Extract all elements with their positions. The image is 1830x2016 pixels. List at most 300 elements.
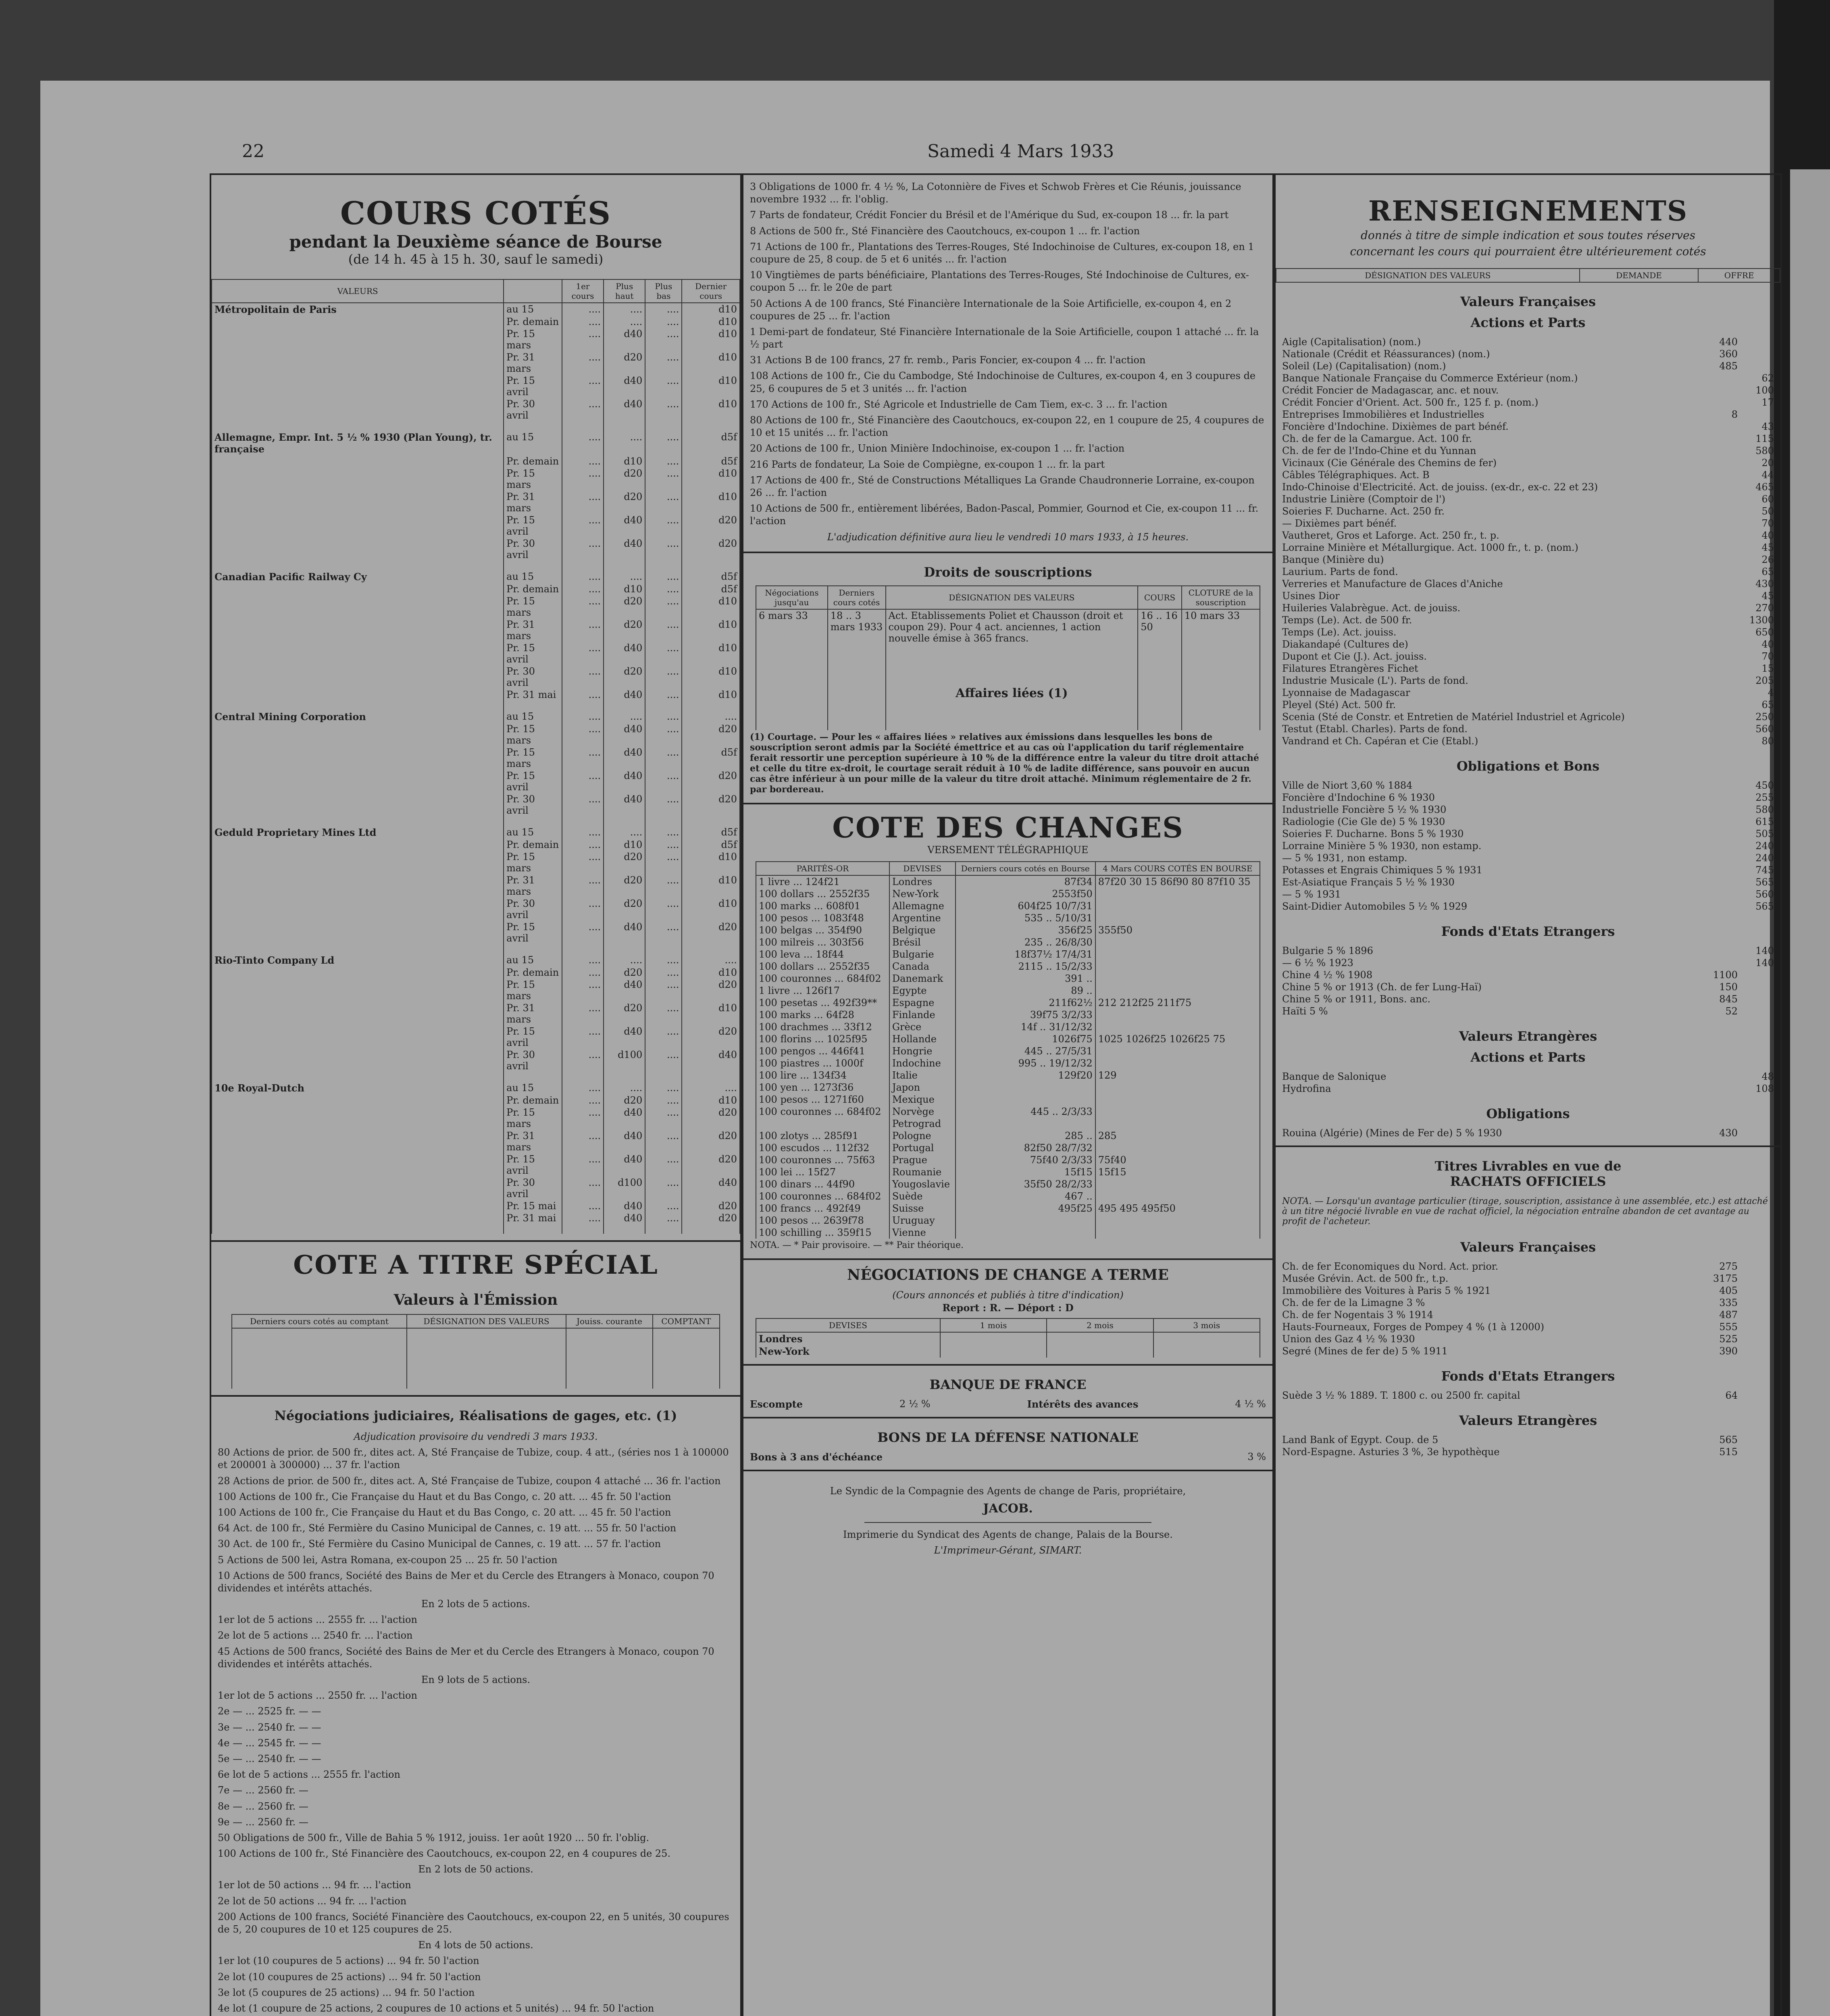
dernier-cours: d40	[682, 1049, 740, 1072]
table-row	[212, 710, 740, 723]
demande	[1701, 518, 1738, 529]
parite-or: 1 livre ... 124f21	[756, 875, 889, 888]
demande	[1701, 639, 1738, 650]
offre	[1738, 1345, 1774, 1357]
table-row	[756, 875, 1260, 888]
spacer-cell	[645, 816, 682, 826]
spacer-cell	[212, 561, 504, 571]
plus-haut: d20	[604, 595, 645, 619]
renseignements-list	[1276, 1260, 1780, 1357]
table-row	[756, 1166, 1260, 1178]
table-row	[756, 1033, 1260, 1045]
valeur-name	[212, 1002, 504, 1025]
rachats-title-1: Titres Livrables en vue de	[1434, 1158, 1622, 1174]
table-row	[756, 1021, 1260, 1033]
demande	[1701, 711, 1738, 723]
plus-haut: d40	[604, 514, 645, 537]
demande: 487	[1719, 1309, 1738, 1320]
dernier-cours: d20	[682, 1130, 740, 1153]
spacer-cell	[604, 1224, 645, 1234]
dernier-cours: d5f	[682, 826, 740, 839]
item-name: Scenia (Sté de Constr. et Entretien de Matériel Industriel et Agricole)	[1282, 711, 1625, 723]
demande	[1701, 469, 1738, 481]
term: Pr. 15 avril	[504, 770, 562, 793]
adjudication-list	[743, 179, 1272, 529]
devise: Italie	[889, 1069, 956, 1081]
devise: Egypte	[889, 985, 956, 997]
plus-haut: d20	[604, 665, 645, 689]
plus-bas: ....	[645, 514, 682, 537]
renseignements-list	[1276, 336, 1780, 747]
plus-haut: d40	[604, 642, 645, 665]
negociation-item	[743, 207, 1272, 223]
demande	[1701, 602, 1738, 614]
dernier-cours: d10	[682, 491, 740, 514]
divider	[743, 1470, 1272, 1471]
divider	[211, 1240, 740, 1242]
parite-or: 100 drachmes ... 33f12	[756, 1021, 889, 1033]
valeur-name	[212, 1212, 504, 1224]
dernier-cours: ....	[682, 710, 740, 723]
table-row	[212, 723, 740, 746]
plus-haut: d20	[604, 619, 645, 642]
terme-report: Report : R. — Déport : D	[942, 1302, 1074, 1314]
list-item	[1276, 566, 1780, 578]
column-header: DEMANDE	[1580, 269, 1699, 282]
first-cours: ....	[562, 571, 604, 583]
table-row	[212, 514, 740, 537]
plus-haut: d40	[604, 921, 645, 944]
parite-or: 100 couronnes ... 684f02	[756, 1190, 889, 1202]
term: Pr. 15 mars	[504, 979, 562, 1002]
item-unit: l'oblig.	[616, 1832, 650, 1843]
renseignements-list	[1276, 1434, 1780, 1458]
devise: Yougoslavie	[889, 1178, 956, 1190]
table-row	[756, 1045, 1260, 1057]
plus-haut: ....	[604, 826, 645, 839]
column-2	[742, 173, 1274, 2016]
demande	[1701, 877, 1738, 888]
item-name: — 5 % 1931, non estamp.	[1282, 852, 1407, 864]
first-cours: ....	[562, 710, 604, 723]
plus-bas: ....	[645, 1025, 682, 1049]
dernier-cours: d10	[682, 351, 740, 375]
column-header: 1 mois	[940, 1318, 1047, 1332]
negociation-item	[211, 1505, 740, 1520]
plus-haut: d40	[604, 793, 645, 816]
item-name: Entreprises Immobilières et Industrielles	[1282, 408, 1484, 420]
negociation-item	[743, 324, 1272, 352]
valeur-name	[212, 746, 504, 770]
valeur-name: Canadian Pacific Railway Cy	[212, 571, 504, 583]
spacer-cell	[562, 1072, 604, 1082]
dernier-cours: d5f	[682, 431, 740, 455]
souscription-cours: 16 .. 16 50	[1138, 609, 1182, 686]
item-unit: l'action	[685, 1475, 721, 1487]
imprimeur-line: L'Imprimeur-Gérant, SIMART.	[934, 1545, 1082, 1556]
item-name: Lyonnaise de Madagascar	[1282, 687, 1410, 698]
item-name: Aigle (Capitalisation) (nom.)	[1282, 336, 1421, 348]
item-price: ... fr.	[1081, 354, 1110, 366]
derniers-cours: 391 ..	[956, 973, 1095, 985]
offre: 50	[1761, 505, 1774, 517]
dernier-cours: ....	[682, 1082, 740, 1094]
valeur-name	[212, 1177, 504, 1200]
item-price: ... fr.	[823, 427, 852, 439]
offre: 745	[1755, 864, 1774, 876]
table-row	[212, 537, 740, 561]
item-name: Ch. de fer de l'Indo-Chine et du Yunnan	[1282, 445, 1476, 456]
lots-list	[211, 1688, 740, 1830]
item-name: Soieries F. Ducharne. Bons 5 % 1930	[1282, 828, 1464, 839]
demande	[1701, 506, 1738, 517]
parite-or: 100 marks ... 608f01	[756, 900, 889, 912]
item-text: 7 Parts de fondateur, Crédit Foncier du Brésil et de l'Amérique du Sud, ex-coupon 18	[750, 209, 1168, 221]
item-text: 80 Actions de prior. de 500 fr., dites act. A, Sté Française de Tubize, coup. 4 att., (séries nos 1 à 100000 et 200001 à 300000)	[218, 1447, 729, 1471]
devise: Danemark	[889, 973, 956, 985]
table-row	[212, 1082, 740, 1094]
item-name: Ch. de fer Nogentais 3 % 1914	[1282, 1309, 1433, 1320]
first-cours: ....	[562, 966, 604, 979]
dernier-cours: d20	[682, 979, 740, 1002]
offre: 115	[1755, 433, 1774, 444]
demande	[1701, 1071, 1738, 1082]
item-name: Est-Asiatique Français 5 ½ % 1930	[1282, 876, 1455, 888]
devise: Suède	[889, 1190, 956, 1202]
negociations-title: Négociations judiciaires, Réalisations de gages, etc. (1)	[274, 1408, 677, 1423]
table-row	[756, 1069, 1260, 1081]
plus-bas: ....	[645, 491, 682, 514]
demande	[1701, 945, 1738, 956]
cote-special-subtitle: Valeurs à l'Émission	[393, 1291, 558, 1308]
demande	[1701, 675, 1738, 686]
first-cours: ....	[562, 398, 604, 421]
devise: Vienne	[889, 1227, 956, 1239]
valeur-name	[212, 398, 504, 421]
item-name: Vandrand et Ch. Capéran et Cie (Etabl.)	[1282, 735, 1478, 747]
demande: 275	[1719, 1260, 1738, 1272]
item-text: 31 Actions B de 100 francs, 27 fr. remb., Paris Foncier, ex-coupon 4	[750, 354, 1081, 366]
term: au 15	[504, 431, 562, 455]
divider	[211, 1395, 740, 1397]
term: Pr. demain	[504, 1094, 562, 1106]
dernier-cours: d20	[682, 793, 740, 816]
column-header: PARITÉS-OR	[756, 862, 889, 875]
demande	[1701, 590, 1738, 602]
table-row	[756, 960, 1260, 973]
devise: Londres	[889, 875, 956, 888]
offre: 450	[1755, 779, 1774, 791]
term: Pr. demain	[504, 966, 562, 979]
devise: Portugal	[889, 1142, 956, 1154]
lot-line: 4e — ... 2545 fr. — —	[218, 1737, 321, 1749]
plus-bas: ....	[645, 723, 682, 746]
cours-du-jour: 212 212f25 211f75	[1095, 997, 1260, 1009]
item-unit: l'action	[364, 1459, 400, 1471]
plus-bas: ....	[645, 839, 682, 851]
lots-list	[211, 1953, 740, 2016]
item-name: Potasses et Engrais Chimiques 5 % 1931	[1282, 864, 1482, 876]
plus-bas: ....	[645, 351, 682, 375]
table-row	[756, 1227, 1260, 1239]
souscription-date: 6 mars 33	[756, 609, 828, 686]
item-name: Hydrofina	[1282, 1083, 1331, 1094]
offre: 65	[1761, 699, 1774, 710]
demande	[1701, 723, 1738, 735]
term: Pr. 30 avril	[504, 1049, 562, 1072]
column-header: 1er cours	[562, 279, 604, 303]
cours-du-jour	[1095, 1190, 1260, 1202]
item-text: 100 Actions de 100 fr., Sté Financière des Caoutchoucs, ex-coupon 22, en 4 coupures de 25.	[218, 1848, 671, 1860]
demande: 555	[1719, 1321, 1738, 1333]
list-item	[1276, 1333, 1780, 1345]
derniers-cours: 445 .. 27/5/31	[956, 1045, 1095, 1057]
term: au 15	[504, 1082, 562, 1094]
table-row	[756, 997, 1260, 1009]
list-item	[1276, 945, 1780, 957]
item-unit: la part	[1072, 458, 1105, 470]
item-price: ... fr.	[1075, 225, 1104, 237]
demande	[1701, 481, 1738, 493]
list-item	[1276, 981, 1780, 993]
cours-du-jour	[1095, 985, 1260, 997]
list-item	[1276, 541, 1780, 554]
table-row	[212, 954, 740, 966]
item-text: 5 Actions de 500 lei, Astra Romana, ex-coupon 25	[218, 1554, 462, 1566]
term: Pr. 30 avril	[504, 398, 562, 421]
column-3	[1274, 173, 1782, 2016]
adjudication-definitive: L'adjudication définitive aura lieu le vendredi 10 mars 1933, à 15 heures.	[827, 531, 1189, 543]
item-name: Radiologie (Cie Gle de) 5 % 1930	[1282, 816, 1445, 827]
item-name: Pleyel (Sté) Act. 500 fr.	[1282, 699, 1396, 710]
term: Pr. 15 mars	[504, 746, 562, 770]
list-item	[1276, 675, 1780, 687]
terme-cell	[1047, 1332, 1153, 1345]
list-item	[1276, 816, 1780, 828]
imprimerie-line: Imprimerie du Syndicat des Agents de change, Palais de la Bourse.	[843, 1529, 1173, 1541]
devise: Argentine	[889, 912, 956, 924]
column-header: DÉSIGNATION DES VALEURS	[407, 1314, 566, 1328]
offre: 560	[1755, 888, 1774, 900]
parite-or: 100 lire ... 134f34	[756, 1069, 889, 1081]
list-item	[1276, 888, 1780, 900]
item-unit: l'action	[625, 1538, 661, 1550]
offre	[1738, 1390, 1774, 1401]
negociation-item	[211, 1830, 740, 1846]
plus-haut: d40	[604, 979, 645, 1002]
table-row	[212, 583, 740, 595]
item-price: ... 36 fr.	[641, 1475, 685, 1487]
offre	[1738, 1446, 1774, 1458]
item-name: Foncière d'Indochine 6 % 1930	[1282, 791, 1435, 803]
spacer-cell	[645, 1224, 682, 1234]
term: au 15	[504, 303, 562, 316]
offre: 650	[1755, 626, 1774, 638]
column-header: Plus haut	[604, 279, 645, 303]
valeur-name	[212, 514, 504, 537]
spacer-row	[212, 1072, 740, 1082]
list-item	[1276, 804, 1780, 816]
item-name: Banque de Salonique	[1282, 1070, 1387, 1082]
plus-bas: ....	[645, 898, 682, 921]
item-name: Musée Grévin. Act. de 500 fr., t.p.	[1282, 1272, 1449, 1284]
offre: 40	[1761, 529, 1774, 541]
plus-bas: ....	[645, 665, 682, 689]
list-item	[1276, 517, 1780, 529]
item-unit: l'action	[854, 310, 890, 322]
table-row	[212, 966, 740, 979]
cours-du-jour: 1025 1026f25 1026f25 75	[1095, 1033, 1260, 1045]
plus-haut: d100	[604, 1049, 645, 1072]
term: Pr. demain	[504, 839, 562, 851]
term: Pr. 15 mars	[504, 467, 562, 491]
changes-table	[756, 861, 1260, 1239]
parite-or: 100 pesos ... 2639f78	[756, 1214, 889, 1227]
parite-or: 100 yen ... 1273f36	[756, 1081, 889, 1093]
spacer-cell	[682, 1072, 740, 1082]
derniers-cours: 2115 .. 15/2/33	[956, 960, 1095, 973]
first-cours: ....	[562, 537, 604, 561]
item-text: 3 Obligations de 1000 fr. 4 ½ %, La Cotonnière de Fives et Schwob Frères et Cie Réunis, jouissance novembre 1932	[750, 181, 1241, 205]
parite-or: 100 couronnes ... 684f02	[756, 1106, 889, 1118]
table-row	[212, 839, 740, 851]
column-header: 4 Mars COURS COTÉS EN BOURSE	[1095, 862, 1260, 875]
terme-title: NÉGOCIATIONS DE CHANGE A TERME	[847, 1266, 1169, 1283]
devise: New-York	[889, 888, 956, 900]
column-header: 2 mois	[1047, 1318, 1153, 1332]
table-row	[756, 1190, 1260, 1202]
term: Pr. 15 avril	[504, 1153, 562, 1177]
cours-du-jour	[1095, 1093, 1260, 1106]
spacer-cell	[682, 816, 740, 826]
spacer-row	[212, 1224, 740, 1234]
renseignements-list	[1276, 779, 1780, 912]
item-name: Land Bank of Egypt. Coup. de 5	[1282, 1434, 1439, 1445]
offre: 17	[1761, 396, 1774, 408]
demande	[1701, 828, 1738, 839]
table-row	[212, 351, 740, 375]
cours-du-jour	[1095, 1081, 1260, 1093]
lots-list	[211, 1612, 740, 1643]
table-row	[756, 985, 1260, 997]
term: Pr. 31 mars	[504, 619, 562, 642]
item-name: Foncière d'Indochine. Dixièmes de part bénéf.	[1282, 421, 1509, 432]
offre	[1738, 1273, 1774, 1284]
table-row	[756, 1106, 1260, 1118]
parite-or: 100 couronnes ... 75f63	[756, 1154, 889, 1166]
list-item	[1276, 336, 1780, 348]
plus-haut: ....	[604, 1082, 645, 1094]
spacer-cell	[645, 701, 682, 710]
terme-cell	[940, 1332, 1047, 1345]
spacer-cell	[504, 816, 562, 826]
demande	[1701, 780, 1738, 791]
offre: 62	[1761, 372, 1774, 384]
offre	[1738, 1285, 1774, 1296]
cours-cotes-title: COURS COTÉS	[340, 195, 612, 232]
list-item	[1276, 445, 1780, 457]
list-item	[1276, 529, 1780, 541]
lot-line: 5e — ... 2540 fr. — —	[218, 1753, 321, 1764]
cours-cotes-subtitle: pendant la Deuxième séance de Bourse	[289, 232, 662, 252]
first-cours: ....	[562, 467, 604, 491]
plus-bas: ....	[645, 316, 682, 328]
table-row	[212, 1094, 740, 1106]
demande: 150	[1719, 981, 1738, 993]
plus-bas: ....	[645, 1002, 682, 1025]
list-item	[1276, 554, 1780, 566]
demande	[1701, 957, 1738, 968]
table-row	[756, 888, 1260, 900]
negociation-item	[743, 457, 1272, 473]
spacer-cell	[212, 816, 504, 826]
plus-bas: ....	[645, 874, 682, 898]
valeur-name	[212, 1153, 504, 1177]
spacer-cell	[604, 1072, 645, 1082]
demande	[1701, 457, 1738, 469]
item-price: ... fr.	[827, 194, 856, 205]
renseignements-list	[1276, 945, 1780, 1017]
term: au 15	[504, 571, 562, 583]
spacer-cell	[604, 701, 645, 710]
valeur-name	[212, 642, 504, 665]
plus-haut: d40	[604, 537, 645, 561]
devise: Pologne	[889, 1130, 956, 1142]
item-name: Segré (Mines de fer de) 5 % 1911	[1282, 1345, 1448, 1357]
table-row	[212, 316, 740, 328]
item-unit: l'action	[635, 1491, 671, 1502]
table-row	[756, 948, 1260, 960]
renseignements-list	[1276, 1070, 1780, 1095]
plus-bas: ....	[645, 455, 682, 467]
derniers-cours: 235 .. 26/8/30	[956, 936, 1095, 948]
term: Pr. 15 avril	[504, 514, 562, 537]
renseignements-list	[1276, 1389, 1780, 1402]
table-row	[756, 1345, 1260, 1358]
parite-or: 1 livre ... 126f17	[756, 985, 889, 997]
plus-haut: d40	[604, 689, 645, 701]
plus-bas: ....	[645, 689, 682, 701]
plus-bas: ....	[645, 467, 682, 491]
table-row	[212, 1212, 740, 1224]
dernier-cours: d10	[682, 398, 740, 421]
column-header: COURS	[1138, 586, 1182, 609]
derniers-cours: 445 .. 2/3/33	[956, 1106, 1095, 1118]
list-item	[1276, 481, 1780, 493]
derniers-cours	[956, 1118, 1095, 1130]
term: Pr. 15 mars	[504, 328, 562, 351]
section-title: Valeurs Françaises	[1460, 294, 1596, 309]
plus-haut: d40	[604, 1025, 645, 1049]
term: Pr. 15 mars	[504, 723, 562, 746]
offre	[1738, 1333, 1774, 1345]
table-row	[756, 1009, 1260, 1021]
spacer-cell	[604, 816, 645, 826]
lots-note: En 2 lots de 5 actions.	[421, 1598, 531, 1610]
item-name: Ch. de fer Economiques du Nord. Act. prior.	[1282, 1260, 1499, 1272]
plus-bas: ....	[645, 793, 682, 816]
list-item	[1276, 493, 1780, 505]
valeur-name	[212, 851, 504, 874]
negociation-item	[211, 1552, 740, 1568]
divider	[743, 1364, 1272, 1366]
cours-du-jour	[1095, 973, 1260, 985]
term: Pr. 15 mai	[504, 1200, 562, 1212]
item-name: Câbles Télégraphiques. Act. B	[1282, 469, 1430, 481]
valeur-name	[212, 1049, 504, 1072]
item-name: — 5 % 1931	[1282, 888, 1341, 900]
negociation-item: 45 Actions de 500 francs, Société des Bains de Mer et du Cercle des Etrangers à Monaco, coupon 70 dividendes et intérêts attachés.	[218, 1645, 714, 1670]
